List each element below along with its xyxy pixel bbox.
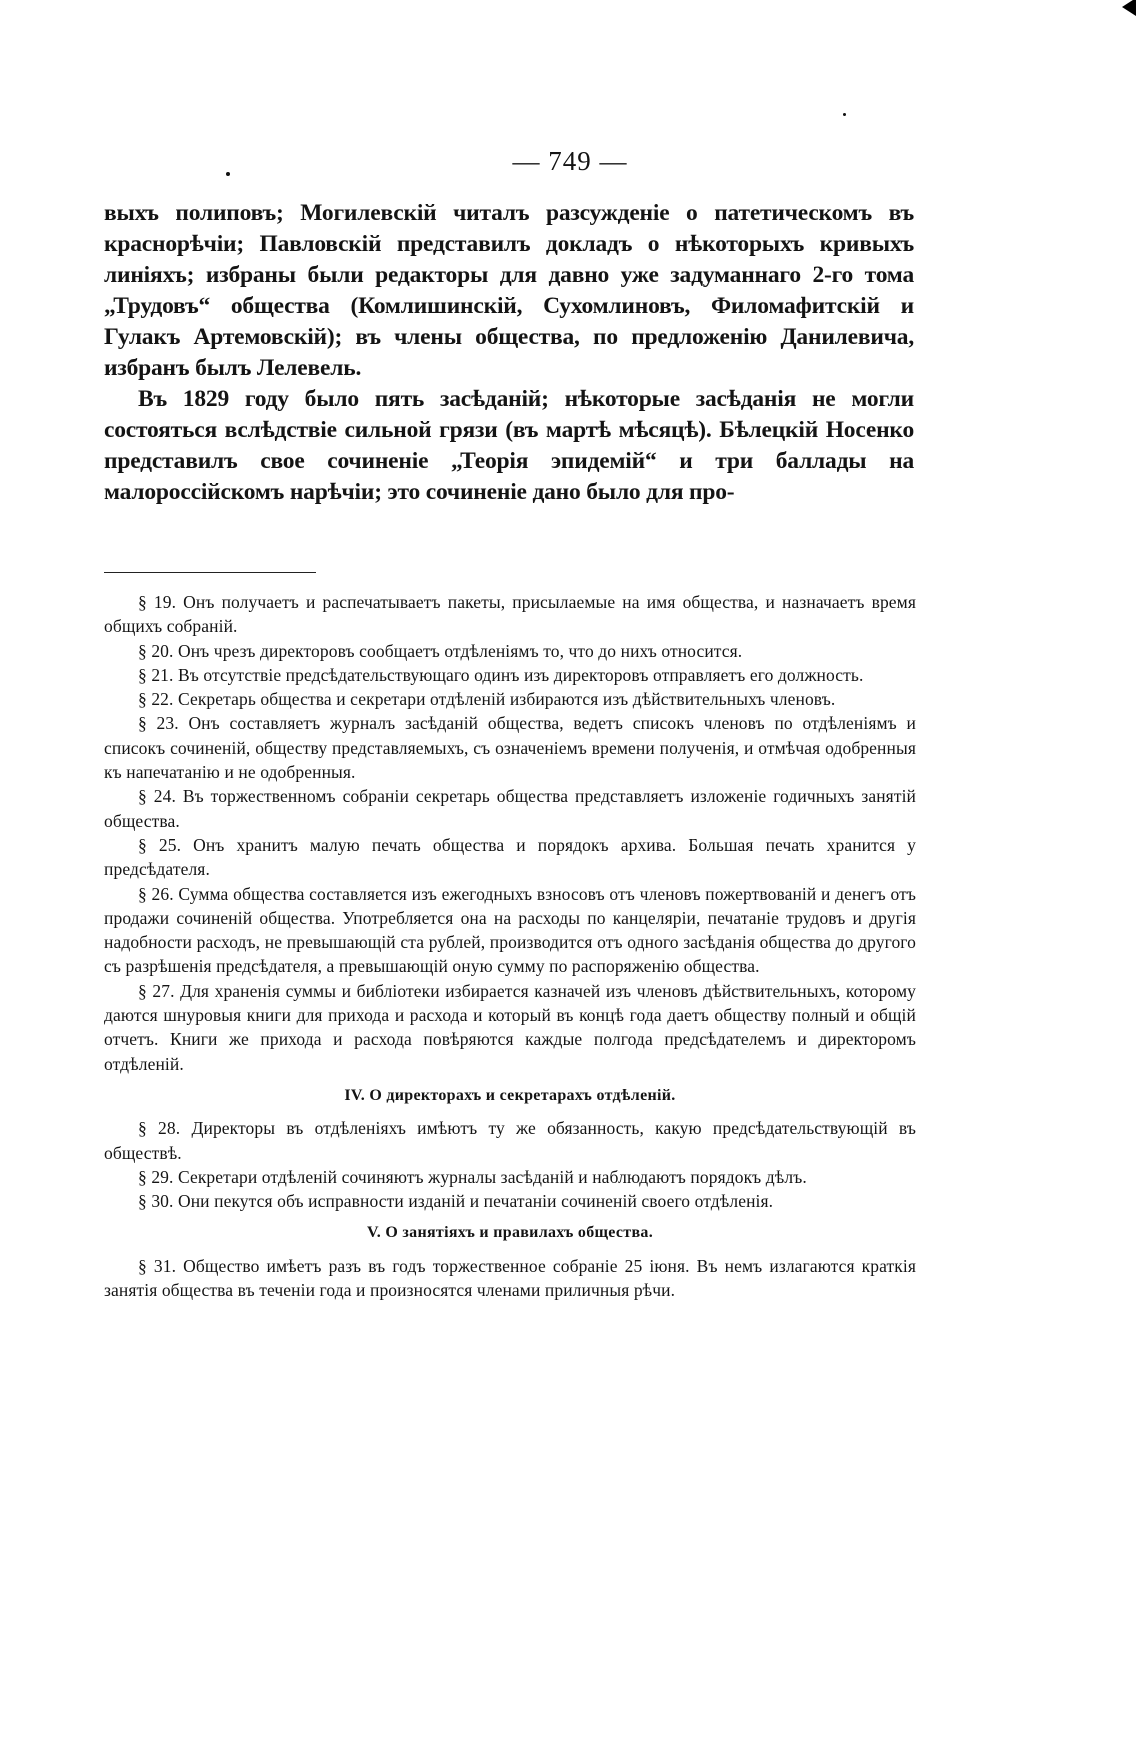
page-number: — 749 — bbox=[512, 146, 628, 176]
footnote-separator bbox=[104, 572, 316, 573]
footnote-paragraph: § 23. Онъ составляетъ журналъ засѣданій общества, ведетъ списокъ членовъ по отдѣленіямъ и списокъ сочиненій, обществу представляемыхъ, съ означеніемъ времени полученія, и отмѣчая одобренныя къ напечатанію и не одобренныя. bbox=[104, 713, 916, 783]
footnote-paragraph: § 26. Сумма общества составляется изъ ежегодныхъ взносовъ отъ членовъ пожертвованій и денегъ отъ продажи сочиненій общества. Употребляется она на расходы по канцеляріи, печатаніе трудовъ и другія надобности расходъ, не превышающій ста рублей, производится отъ одного засѣданія общества до другого съ разрѣшенія предсѣдателя, а превышающій оную сумму по распоряженію общества. bbox=[104, 883, 916, 977]
footnote-paragraph: § 31. Общество имѣетъ разъ въ годъ торжественное собраніе 25 іюня. Въ немъ излагаются краткія занятія общества въ теченіи года и произносятся членами приличныя рѣчи. bbox=[104, 1255, 916, 1301]
footnote-paragraph: § 25. Онъ хранитъ малую печать общества и порядокъ архива. Большая печать хранится у предсѣдателя. bbox=[104, 834, 916, 880]
footnote-paragraph: § 21. Въ отсутствіе предсѣдательствующаго одинъ изъ директоровъ отправляетъ его должность. bbox=[138, 664, 864, 685]
footnote-paragraph: § 22. Секретарь общества и секретари отдѣленій избираются изъ дѣйствительныхъ членовъ. bbox=[138, 689, 836, 710]
main-paragraph: Въ 1829 году было пять засѣданій; нѣкоторые засѣданія не могли состояться вслѣдствіе сильной грязи (въ мартѣ мѣсяцѣ). Бѣлецкій Носенко представилъ свое сочиненіе „Теорія эпидемій“ и три баллады на малороссійскомъ нарѣчіи; это сочиненіе дано было для про- bbox=[104, 386, 914, 505]
page-corner-marker bbox=[1122, 0, 1136, 16]
footnote-paragraph: § 30. Они пекутся объ исправности изданій и печатаніи сочиненій своего отдѣленія. bbox=[138, 1191, 774, 1212]
footnote-paragraph: § 19. Онъ получаетъ и распечатываетъ пакеты, присылаемые на имя общества, и назначаетъ время общихъ собраній. bbox=[104, 592, 916, 637]
section-heading: V. О занятіяхъ и правилахъ общества. bbox=[366, 1224, 654, 1242]
main-paragraph: выхъ полиповъ; Могилевскій читалъ разсужденіе о патетическомъ въ краснорѣчіи; Павловскій представилъ докладъ о нѣкоторыхъ кривыхъ линіяхъ; избраны были редакторы для давно уже задуманнаго 2-го тома „Трудовъ“ общества (Комлишинскій, Сухомлиновъ, Филомафитскій и Гулакъ Артемовскій); въ члены общества, по предложенію Данилевича, избранъ былъ Лелевель. bbox=[104, 200, 914, 381]
footnote-paragraph: § 29. Секретари отдѣленій сочиняютъ журналы засѣданій и наблюдаютъ порядокъ дѣлъ. bbox=[138, 1166, 807, 1187]
section-heading: IV. О директорахъ и секретарахъ отдѣленій. bbox=[344, 1086, 676, 1104]
footnote-paragraph: § 28. Директоры въ отдѣленіяхъ имѣютъ ту же обязанность, какую предсѣдательствующій въ обществѣ. bbox=[104, 1118, 916, 1163]
speck-mark bbox=[843, 113, 846, 116]
footnote-paragraph: § 24. Въ торжественномъ собраніи секретарь общества представляетъ изложеніе годичныхъ занятій общества. bbox=[104, 786, 916, 831]
main-text bbox=[104, 198, 914, 508]
footnote-paragraph: § 27. Для храненія суммы и библіотеки избирается казначей изъ членовъ дѣйствительныхъ, которому даются шнуровыя книги для прихода и расхода и который въ концѣ года даетъ обществу полный и общій отчетъ. Книги же прихода и расхода повѣряются каждые полгода предсѣдателемъ и директоромъ отдѣленій. bbox=[104, 980, 916, 1074]
footnotes bbox=[104, 590, 916, 1302]
footnote-paragraph: § 20. Онъ чрезъ директоровъ сообщаетъ отдѣленіямъ то, что до нихъ относится. bbox=[138, 640, 743, 661]
